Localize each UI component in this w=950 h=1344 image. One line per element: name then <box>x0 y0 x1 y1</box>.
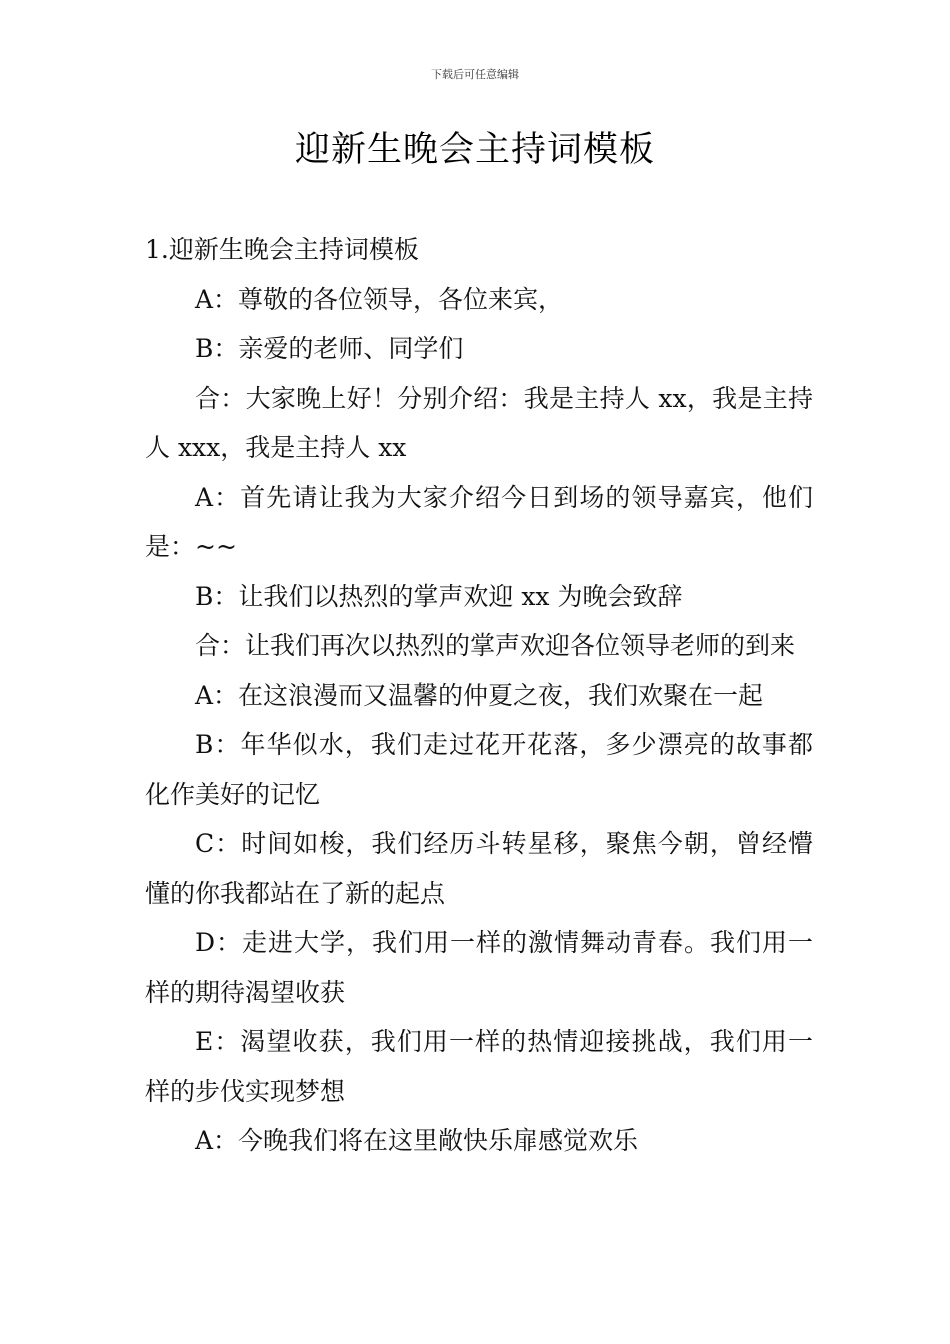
paragraph: B：年华似水，我们走过花开花落，多少漂亮的故事都化作美好的记忆 <box>145 730 813 809</box>
document-title: 迎新生晚会主持词模板 <box>294 130 655 170</box>
document-body <box>145 225 813 1166</box>
paragraph: A：在这浪漫而又温馨的仲夏之夜，我们欢聚在一起 <box>195 680 764 710</box>
header-note: 下载后可任意编辑 <box>431 68 519 81</box>
paragraph: B：让我们以热烈的掌声欢迎 xx 为晚会致辞 <box>195 581 683 611</box>
paragraph: 合：大家晚上好！分别介绍：我是主持人 xx，我是主持人 xxx，我是主持人 xx <box>145 383 813 462</box>
paragraph: 1.迎新生晚会主持词模板 <box>145 235 419 264</box>
paragraph: A：今晚我们将在这里敞快乐扉感觉欢乐 <box>195 1126 639 1155</box>
paragraph: A：尊敬的各位领导，各位来宾， <box>195 284 564 314</box>
paragraph: A：首先请让我为大家介绍今日到场的领导嘉宾，他们是：~~ <box>145 482 813 561</box>
paragraph: D：走进大学，我们用一样的激情舞动青春。我们用一样的期待渴望收获 <box>145 928 813 1007</box>
paragraph: 合：让我们再次以热烈的掌声欢迎各位领导老师的到来 <box>195 631 796 660</box>
paragraph: E：渴望收获，我们用一样的热情迎接挑战，我们用一样的步伐实现梦想 <box>145 1027 813 1106</box>
paragraph: C：时间如梭，我们经历斗转星移，聚焦今朝，曾经懵懂的你我都站在了新的起点 <box>145 829 813 908</box>
paragraph: B：亲爱的老师、同学们 <box>195 334 464 363</box>
